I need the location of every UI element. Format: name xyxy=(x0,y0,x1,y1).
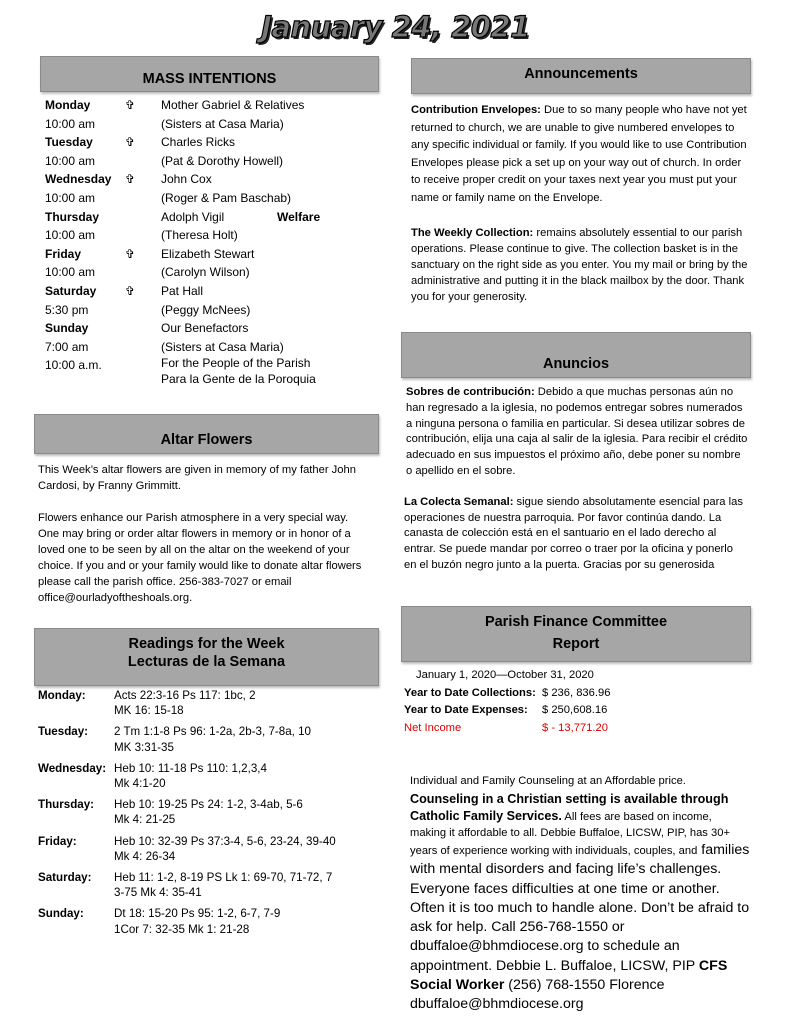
reading-citation: Dt 18: 15-20 Ps 95: 1-2, 6-7, 7-9 xyxy=(114,907,281,921)
mass-intention-text-es: Para la Gente de la Poroquia xyxy=(161,372,316,387)
reading-day: Tuesday: xyxy=(38,725,89,739)
reading-day: Saturday: xyxy=(38,870,92,884)
mass-intention-text: Elizabeth Stewart xyxy=(161,246,255,261)
cross-icon: ✞ xyxy=(125,246,136,261)
reading-citation: Heb 10: 11-18 Ps 110: 1,2,3,4 xyxy=(114,761,267,775)
mass-row-final-2 xyxy=(45,372,375,388)
reading-row xyxy=(38,906,378,936)
mass-intention-row xyxy=(45,96,375,115)
mass-day: Friday xyxy=(45,246,82,261)
mass-intention-text: (Roger & Pam Baschab) xyxy=(161,190,292,205)
reading-citation: MK 16: 15-18 xyxy=(114,704,184,718)
mass-intention-text: (Sisters at Casa Maria) xyxy=(161,339,284,354)
finance-label: Year to Date Expenses: xyxy=(404,704,528,717)
mass-time: 10:00 am xyxy=(45,228,96,243)
mass-intention-row xyxy=(45,226,375,245)
reading-citation: Mk 4: 21-25 xyxy=(114,813,176,827)
mass-intention-text: (Peggy McNees) xyxy=(161,302,251,317)
mass-intention-text: (Carolyn Wilson) xyxy=(161,265,250,280)
finance-value: $ 250,608.16 xyxy=(542,704,608,717)
mass-day: Tuesday xyxy=(45,135,93,150)
mass-intention-row xyxy=(45,170,375,189)
mass-intention-text: (Theresa Holt) xyxy=(161,228,238,243)
reading-day: Sunday: xyxy=(38,907,84,921)
altar-flowers-dedication: This Week’s altar flowers are given in memory of my father John Cardosi, by Franny Grimmitt. xyxy=(38,464,356,492)
reading-citation: Heb 10: 32-39 Ps 37:3-4, 5-6, 23-24, 39-40 xyxy=(114,834,336,848)
finance-value: $ - 13,771.20 xyxy=(542,721,608,734)
finance-label: Year to Date Collections: xyxy=(404,686,536,699)
mass-intention-row xyxy=(45,152,375,171)
readings-list xyxy=(38,688,378,943)
mass-intention-row xyxy=(45,133,375,152)
mass-intention-text: Pat Hall xyxy=(161,283,204,298)
cfs-label: CFS Social Worker xyxy=(410,957,728,994)
anuncios-heading: Anuncios xyxy=(401,332,751,378)
mass-intention-row xyxy=(45,189,375,208)
finance-heading-line1: Parish Finance Committee xyxy=(484,614,668,630)
cross-icon: ✞ xyxy=(125,283,136,298)
cross-icon: ✞ xyxy=(125,98,136,112)
reading-day: Wednesday: xyxy=(38,761,107,775)
sobres-paragraph xyxy=(404,385,748,480)
mass-time: 10:00 a.m. xyxy=(45,358,102,373)
reading-citation: MK 3:31-35 xyxy=(114,740,174,754)
mass-row-final xyxy=(45,356,375,372)
reading-row xyxy=(38,797,378,827)
cross-icon: ✞ xyxy=(125,135,136,150)
counseling-intro: Individual and Family Counseling at an Affordable price. xyxy=(410,775,686,787)
reading-citation: Heb 11: 1-2, 8-19 PS Lk 1: 69-70, 71-72, 7 xyxy=(114,870,333,884)
mass-time: 10:00 am xyxy=(45,190,96,205)
weekly-collection-paragraph xyxy=(411,225,749,305)
counseling-notice xyxy=(410,773,750,1015)
mass-day: Monday xyxy=(45,98,91,112)
mass-intention-note: Welfare xyxy=(277,209,321,224)
reading-citation: Acts 22:3-16 Ps 117: 1bc, 2 xyxy=(114,689,256,702)
sobres-text: Debido a que muchas personas aún no han regresado a la iglesia, no podemos entregar sobres numerados a ninguna persona o familia en particular. Si desea utilizar sobres de contribución, elija una caja al salir de la iglesia. Para recibir el crédito adecuado en sus impuestos el próximo año, debe poner su nombre o apellido en el sobre. xyxy=(406,386,748,477)
mass-intention-text: For the People of the Parish xyxy=(161,356,311,371)
weekly-collection-text: remains absolutely essential to our parish operations. Please continue to give. The collection basket is in the sanctuary on the right side as you enter. You my mail or bring by the administrative and putting it in the black mailbox by the door. Thank you for your generosity. xyxy=(411,226,748,303)
colecta-text: sigue siendo absolutamente esencial para las operaciones de nuestra parroquia. Por favor continúa dando. La canasta de colección está en el santuario en el lado derecho al entrar. Se puede mandar por correo o traer por la oficina y ponerlo en el buzón negro junto a la puerta. Gracias por su generosida xyxy=(404,495,743,571)
reading-citation: Mk 4:1-20 xyxy=(114,776,166,790)
mass-intention-text: Charles Ricks xyxy=(161,135,236,150)
counseling-bold-text: Counseling in a Christian setting is available through Catholic Family Services. xyxy=(410,792,729,823)
mass-intention-text: (Sisters at Casa Maria) xyxy=(161,116,284,131)
mass-time: 5:30 pm xyxy=(45,302,89,317)
readings-heading xyxy=(34,628,379,686)
counseling-small-text: All fees are based on income, making it affordable to all. Debbie Buffaloe, LICSW, PIP, has 30+ years of experience working with individuals, couples, and xyxy=(410,811,730,857)
contribution-envelopes-text: Due to so many people who have not yet returned to church, we are unable to give numbered envelopes to any specific individual or family. If you would like to use Contribution Envelopes please pick a set up on your way out of church. In order to receive proper credit on your taxes next year you must put your name or family name on the Envelope. xyxy=(411,104,747,204)
reading-citation: 3-75 Mk 4: 35-41 xyxy=(114,886,202,900)
colecta-label: La Colecta Semanal: xyxy=(404,495,514,508)
mass-day: Thursday xyxy=(45,209,100,224)
mass-intention-row xyxy=(45,301,375,320)
counseling-contact: (256) 768-1550 Florence dbuffaloe@bhmdiocese.org xyxy=(410,977,665,1013)
mass-day: Saturday xyxy=(45,283,97,298)
reading-row xyxy=(38,761,378,791)
reading-day: Monday: xyxy=(38,689,86,702)
page-title: January 24, 2021 xyxy=(261,10,530,44)
mass-intentions-list xyxy=(45,96,375,388)
mass-time: 7:00 am xyxy=(45,339,89,354)
reading-citation: Mk 4: 26-34 xyxy=(114,849,176,863)
mass-intention-row xyxy=(45,245,375,264)
cross-icon: ✞ xyxy=(125,172,136,187)
mass-intention-row xyxy=(45,282,375,301)
mass-time: 10:00 am xyxy=(45,265,96,280)
reading-citation: 1Cor 7: 32-35 Mk 1: 21-28 xyxy=(114,922,250,936)
contribution-envelopes-label: Contribution Envelopes: xyxy=(411,104,541,116)
finance-row xyxy=(404,685,744,703)
weekly-collection-label: The Weekly Collection: xyxy=(411,226,534,239)
colecta-paragraph xyxy=(404,495,748,574)
mass-day: Wednesday xyxy=(45,172,112,187)
finance-report xyxy=(404,667,744,737)
finance-label: Net Income xyxy=(404,721,462,734)
mass-day: Sunday xyxy=(45,321,89,336)
altar-flowers-text xyxy=(38,462,368,606)
reading-citation: 2 Tm 1:1-8 Ps 96: 1-2a, 2b-3, 7-8a, 10 xyxy=(114,725,311,739)
finance-period: January 1, 2020—October 31, 2020 xyxy=(416,669,594,681)
mass-intention-row xyxy=(45,263,375,282)
reading-citation: Heb 10: 19-25 Ps 24: 1-2, 3-4ab, 5-6 xyxy=(114,798,303,812)
counseling-body xyxy=(410,791,750,1015)
mass-intention-row xyxy=(45,208,375,227)
readings-heading-es: Lecturas de la Semana xyxy=(127,654,286,670)
reading-row xyxy=(38,870,378,900)
mass-intention-text: Our Benefactors xyxy=(161,321,249,336)
reading-day: Friday: xyxy=(38,834,77,848)
finance-row xyxy=(404,702,744,720)
anuncios-text xyxy=(404,385,748,574)
announcements-text xyxy=(411,102,749,305)
mass-intention-text: Adolph Vigil xyxy=(161,209,225,224)
contribution-envelopes-paragraph xyxy=(411,102,749,208)
mass-time: 10:00 am xyxy=(45,116,96,131)
reading-row xyxy=(38,724,378,754)
finance-row xyxy=(404,720,744,738)
sobres-label: Sobres de contribución: xyxy=(406,386,535,398)
mass-intention-text: Mother Gabriel & Relatives xyxy=(161,98,305,112)
counseling-large-text: families with mental disorders and facing life’s challenges. Everyone faces difficulties at one time or another. Often it is too much to handle alone. Don’t be afraid to ask for help. Call 256-768-1550 or dbuffaloe@bhmdiocese.org to schedule an appointment. Debbie L. Buffaloe, LICSW, PIP xyxy=(410,842,750,974)
announcements-heading: Announcements xyxy=(411,58,751,94)
finance-value: $ 236, 836.96 xyxy=(542,686,611,699)
reading-day: Thursday: xyxy=(38,798,95,812)
readings-heading-en: Readings for the Week xyxy=(128,636,285,652)
finance-heading xyxy=(401,606,751,662)
reading-row xyxy=(38,834,378,864)
mass-intention-row xyxy=(45,319,375,338)
reading-row xyxy=(38,688,378,718)
altar-flowers-heading: Altar Flowers xyxy=(34,414,379,454)
finance-heading-line2: Report xyxy=(552,636,600,652)
mass-intention-text: John Cox xyxy=(161,172,212,187)
mass-intentions-heading: MASS INTENTIONS xyxy=(40,56,379,92)
mass-intention-text: (Pat & Dorothy Howell) xyxy=(161,153,284,168)
mass-time: 10:00 am xyxy=(45,153,96,168)
mass-intention-row xyxy=(45,115,375,134)
altar-flowers-info: Flowers enhance our Parish atmosphere in a very special way. One may bring or order altar flowers in memory or in honor of a loved one to be seen by all on the altar on the weekend of your choice. If you and or your family would like to donate altar flowers please call the parish office. 256-383-7027 or email office@ourladyoftheshoals.org. xyxy=(38,512,362,604)
mass-intention-row xyxy=(45,338,375,357)
